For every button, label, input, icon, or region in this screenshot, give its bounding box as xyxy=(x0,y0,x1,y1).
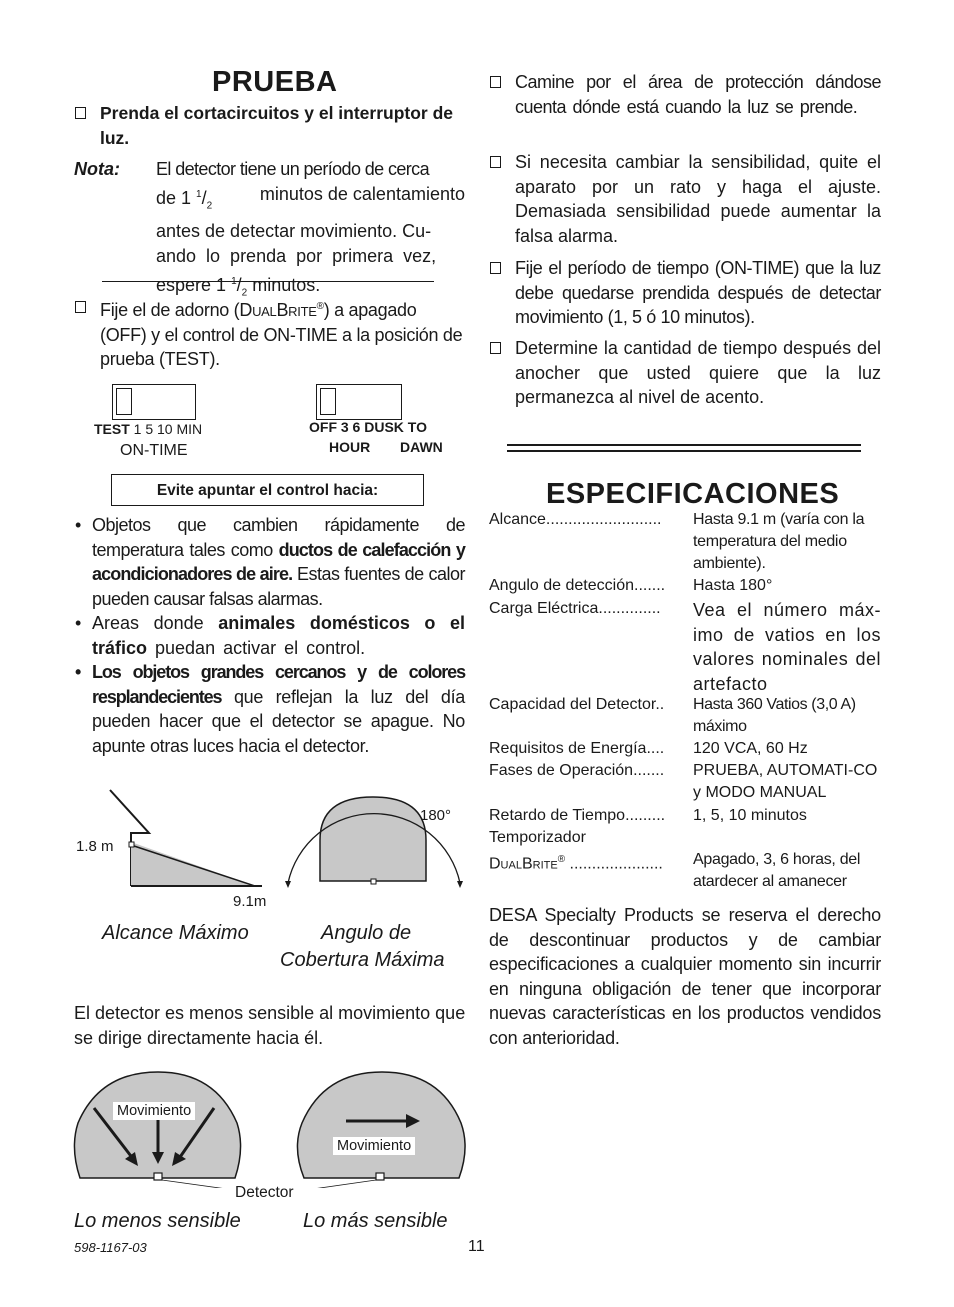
sensitivity-diagram xyxy=(70,1068,470,1188)
step-on-time-text: Fije el período de tiempo (ON-TIME) que la luz debe quedarse prendida después de detectar movimiento (1, 5 ó 10 minutos). xyxy=(515,258,881,327)
bullet-icon: • xyxy=(75,662,82,682)
text-part: que reflejan la luz del día pueden hacer que el detector se apague. No apunte otras luces hacia el detector. xyxy=(92,686,465,756)
detector-icon xyxy=(154,1173,162,1180)
spec-label-text: Angulo de detección xyxy=(489,577,634,594)
switch-slider[interactable] xyxy=(320,388,336,415)
dawn-label: DAWN xyxy=(400,439,443,455)
spec-value: Vea el número máx-imo de vatios en los valores nominales del artefacto xyxy=(693,600,881,694)
fraction-numerator: 1 xyxy=(196,189,202,200)
spec-row xyxy=(489,827,889,849)
note-line: ando lo prenda por primera vez, xyxy=(156,245,437,266)
fraction-denominator: 2 xyxy=(206,200,213,212)
step-sensitivity xyxy=(490,150,881,250)
checkbox-icon xyxy=(490,76,501,88)
spec-dots: ....... xyxy=(633,762,665,779)
spec-row xyxy=(489,509,889,575)
movement-label-left: Movimiento xyxy=(113,1102,195,1120)
on-time-scale xyxy=(94,421,202,437)
note-line: de 1 $^1/_2$ minutos de calentamiento xyxy=(156,182,465,219)
spec-value: Hasta 360 Vatios (3,0 A) máximo xyxy=(693,696,856,735)
spec-label xyxy=(489,760,664,782)
text-part: Areas donde xyxy=(92,613,219,633)
movement-label-right: Movimiento xyxy=(333,1137,415,1155)
list-item xyxy=(75,513,465,611)
spec-row xyxy=(489,805,889,827)
page-number: 11 xyxy=(468,1238,485,1255)
leader-line xyxy=(306,1180,376,1188)
height-label: 1.8 m xyxy=(76,838,114,855)
spec-dots: ..................... xyxy=(569,855,663,873)
spec-label xyxy=(489,509,662,531)
on-time-label: ON-TIME xyxy=(120,442,188,459)
text-part: ) a apagado (OFF) y el control de ON-TIME a la posición de prueba (TEST). xyxy=(100,300,463,369)
spec-row xyxy=(489,694,889,738)
detector-icon xyxy=(376,1173,384,1180)
step-walk-area xyxy=(490,70,881,145)
emphasis: animales domésticos o el tráfico xyxy=(92,613,465,658)
step-power-on xyxy=(75,101,465,151)
arrow-left-icon xyxy=(285,881,291,888)
caption-less-sensitive: Lo menos sensible xyxy=(74,1210,241,1232)
list-item xyxy=(75,611,465,660)
angle-label: 180° xyxy=(420,807,452,824)
step-walk-area-text: Camine por el área de protección dándose cuenta dónde está cuando la luz se prende. xyxy=(515,72,881,117)
spec-value: 1, 5, 10 minutos xyxy=(693,807,807,824)
spec-label-text: Requisitos de Energía xyxy=(489,740,647,757)
text-part: puedan activar el control. xyxy=(147,637,366,658)
dualbrite-switch[interactable] xyxy=(316,384,402,420)
spec-dots: ......... xyxy=(625,807,666,824)
spec-dots: .............. xyxy=(598,600,661,617)
spec-label xyxy=(489,738,664,760)
spec-value: Hasta 9.1 m (varía con la temperatura del medio ambiente). xyxy=(693,511,865,572)
spec-label-text: Carga Eléctrica xyxy=(489,600,599,617)
note-text-part: de 1 xyxy=(156,188,197,208)
spec-label xyxy=(489,575,665,597)
prueba-title: PRUEBA xyxy=(212,66,338,98)
spec-label xyxy=(489,849,663,875)
checkbox-icon xyxy=(75,301,86,313)
switch-slider[interactable] xyxy=(116,388,132,415)
spec-label xyxy=(489,694,664,716)
note-text xyxy=(156,157,465,305)
spec-value: Apagado, 3, 6 horas, del atardecer al amanecer xyxy=(693,851,861,890)
spec-dots: .. xyxy=(655,696,665,713)
spec-value: 120 VCA, 60 Hz xyxy=(693,740,808,757)
brand-name: DualBrite xyxy=(489,855,558,873)
checkbox-icon xyxy=(490,262,501,274)
checkbox-icon xyxy=(490,342,501,354)
fraction-denominator: 2 xyxy=(241,287,248,299)
step-set-dualbrite-text xyxy=(100,295,465,372)
note-text-part: minutos. xyxy=(247,274,321,295)
leader-line xyxy=(162,1180,234,1188)
text-part: Objetos que cambien rápidamente de temperatura tales como xyxy=(92,515,465,560)
on-time-values: 1 5 10 MIN xyxy=(133,421,203,437)
caption-more-sensitive: Lo más sensible xyxy=(303,1210,448,1232)
note-line: antes de detectar movimiento. Cu- xyxy=(156,220,432,241)
note-line: El detector tiene un período de cerca xyxy=(156,159,429,179)
spec-dots: .... xyxy=(646,740,665,757)
spec-dots: ....... xyxy=(634,577,666,594)
spec-row xyxy=(489,849,889,893)
caption-angle-2: Cobertura Máxima xyxy=(280,949,445,971)
dualbrite-scale: OFF 3 6 DUSK TO xyxy=(309,419,427,435)
angle-zone xyxy=(320,797,426,881)
spec-row xyxy=(489,760,889,805)
arrow-right-icon xyxy=(457,881,463,888)
note-text-part: espere 1 xyxy=(156,274,232,295)
hour-label: HOUR xyxy=(329,439,371,455)
note-text-part: minutos de calentamiento xyxy=(259,184,465,204)
step-set-dualbrite xyxy=(75,295,465,370)
spec-row xyxy=(489,738,889,760)
spec-label-text: Fases de Operación xyxy=(489,762,634,779)
text-part: Estas fuentes de calor pueden causar falsas alarmas. xyxy=(92,564,465,609)
zone-more-sensitive xyxy=(297,1072,465,1178)
note-divider xyxy=(102,281,434,282)
step-sensitivity-text: Si necesita cambiar la sensibilidad, quite el aparato por un rato y haga el ajuste. Demasiada sensibilidad puede aumentar la falsa alarma. xyxy=(515,152,881,246)
on-time-switch[interactable] xyxy=(112,384,196,420)
spec-row xyxy=(489,575,889,598)
bullet-icon: • xyxy=(75,613,82,633)
step-accent-time xyxy=(490,336,881,411)
emphasis: Los objetos grandes cercanos y de colores resplandecientes xyxy=(92,662,465,707)
spec-row xyxy=(489,598,889,694)
registered-mark: ® xyxy=(557,854,566,865)
registered-mark: ® xyxy=(316,301,324,312)
spec-label-text: Alcance xyxy=(489,511,546,528)
document-number: 598-1167-03 xyxy=(74,1240,147,1255)
avoid-list xyxy=(75,513,465,758)
list-item xyxy=(75,660,465,758)
specifications-title: ESPECIFICACIONES xyxy=(546,478,840,510)
disclaimer: DESA Specialty Products se reserva el derecho de descontinuar productos y de cambiar especificaciones a cualquier momento sin incurrir en ninguna obligación de tener que incorporar nuevas características en los productos vendidos con anterioridad. xyxy=(489,905,881,1048)
fraction-numerator: 1 xyxy=(231,275,237,287)
avoid-box: Evite apuntar el control hacia: xyxy=(111,474,424,506)
bullet-icon: • xyxy=(75,515,81,535)
section-divider xyxy=(507,444,861,452)
spec-dots: .......................... xyxy=(545,511,662,528)
spec-value: Hasta 180° xyxy=(693,577,773,594)
detector-label: Detector xyxy=(235,1184,294,1201)
text-part: Fije el de adorno ( xyxy=(100,300,240,320)
brand-name: DualBrite xyxy=(239,300,317,320)
emphasis: ductos de calefacción y acondicionadores de aire. xyxy=(92,539,465,584)
checkbox-icon xyxy=(490,156,501,168)
specs-table xyxy=(489,509,889,893)
note-label: Nota: xyxy=(74,159,120,179)
spec-label-text: Capacidad del Detector xyxy=(489,696,656,713)
caption-range: Alcance Máximo xyxy=(102,922,249,944)
checkbox-icon xyxy=(75,107,86,119)
sensitivity-text: El detector es menos sensible al movimiento que se dirige directamente hacia él. xyxy=(74,1003,466,1048)
detector-icon xyxy=(129,842,134,847)
step-on-time xyxy=(490,256,881,331)
spec-label-text: Retardo de Tiempo xyxy=(489,807,626,824)
coverage-diagram xyxy=(70,785,470,915)
test-label: TEST xyxy=(94,421,130,437)
caption-angle-1: Angulo de xyxy=(321,922,412,944)
step-accent-time-text: Determine la cantidad de tiempo después del anocher que usted quiere que la luz permanezca al nivel de acento. xyxy=(515,338,881,407)
note-line: espere 1 $^1/_2$ minutos. xyxy=(156,274,321,299)
spec-label xyxy=(489,598,661,620)
spec-label: Temporizador xyxy=(489,829,586,846)
range-label: 9.1m xyxy=(233,893,267,910)
step-power-on-text: Prenda el cortacircuitos y el interruptor de luz. xyxy=(100,103,454,148)
detector-icon xyxy=(371,879,376,884)
spec-label xyxy=(489,805,665,827)
spec-value: PRUEBA, AUTOMATI-CO y MODO MANUAL xyxy=(693,762,878,801)
